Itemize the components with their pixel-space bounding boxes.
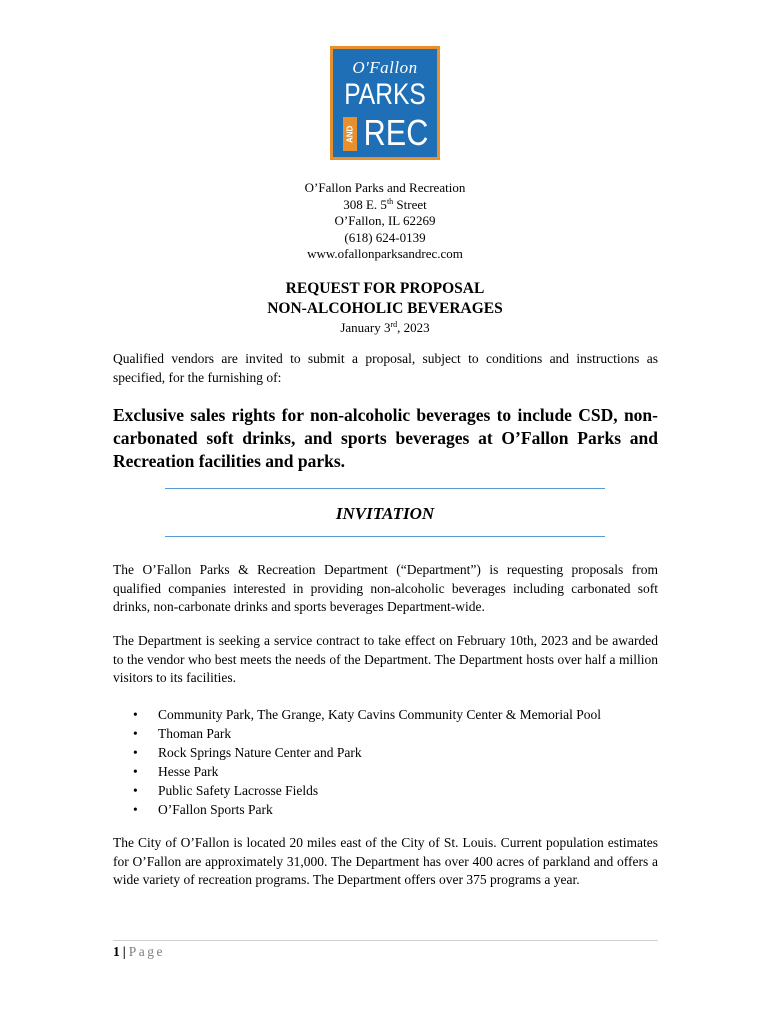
intro-paragraph: Qualified vendors are invited to submit a proposal, subject to conditions and instructions as specified, for the furnishing of: xyxy=(113,351,658,385)
divider-bottom xyxy=(165,536,605,537)
divider-top xyxy=(165,488,605,489)
list-item: • Hesse Park xyxy=(133,762,601,781)
website-link[interactable]: www.ofallonparksandrec.com xyxy=(307,246,463,261)
facilities-list xyxy=(133,705,601,819)
street-address: 308 E. 5th Street xyxy=(343,196,427,212)
logo-script-text: O'Fallon xyxy=(352,58,418,77)
list-item: • Public Safety Lacrosse Fields xyxy=(133,781,601,800)
logo-parks-text: PARKS xyxy=(344,78,426,111)
phone-number: (618) 624-0139 xyxy=(344,229,426,245)
paragraph-city: The City of O’Fallon is located 20 miles east of the City of St. Louis. Current population estimates for O’Fallon are approximately 31,000. The Department has over 400 acres of parkland and offers a wide variety of recreation programs. The Department offers over 375 programs a year. xyxy=(113,835,658,887)
paragraph-request: The O’Fallon Parks & Recreation Department (“Department”) is requesting proposals from qualified companies interested in providing non-alcoholic beverages including carbonated soft drinks, non-carbonate drinks and sports beverages Department-wide. xyxy=(113,562,658,614)
city-state-zip: O’Fallon, IL 62269 xyxy=(334,213,436,228)
footer-divider xyxy=(113,940,658,941)
doc-title-line2: NON-ALCOHOLIC BEVERAGES xyxy=(267,300,503,317)
footer-separator: | xyxy=(122,944,126,959)
parks-and-rec-logo xyxy=(330,46,440,160)
paragraph-contract: The Department is seeking a service contract to take effect on February 10th, 2023 and be awarded to the vendor who best meets the needs of the Department. The Department hosts over half a million visitors to its facilities. xyxy=(113,633,658,685)
page-word: Page xyxy=(128,944,165,959)
list-item: • Thoman Park xyxy=(133,724,601,743)
title-block xyxy=(0,279,770,337)
address-block xyxy=(0,180,770,263)
org-name: O’Fallon Parks and Recreation xyxy=(304,180,466,195)
list-item: • Community Park, The Grange, Katy Cavins Community Center & Memorial Pool xyxy=(133,705,601,724)
doc-date: January 3rd, 2023 xyxy=(340,320,430,335)
logo-panel xyxy=(333,49,437,157)
list-item: • O’Fallon Sports Park xyxy=(133,800,601,819)
logo-rec-text: REC xyxy=(363,112,429,153)
doc-title-line1: REQUEST FOR PROPOSAL xyxy=(285,280,485,297)
page-number: 1 xyxy=(113,944,120,959)
list-item: • Rock Springs Nature Center and Park xyxy=(133,743,601,762)
page-footer xyxy=(113,943,165,961)
section-heading: INVITATION xyxy=(335,504,435,523)
scope-statement: Exclusive sales rights for non-alcoholic beverages to include CSD, non-carbonated soft drinks, and sports beverages at O’Fallon Parks and Recreation facilities and parks. xyxy=(113,405,658,471)
logo-and-text: AND xyxy=(343,117,357,151)
